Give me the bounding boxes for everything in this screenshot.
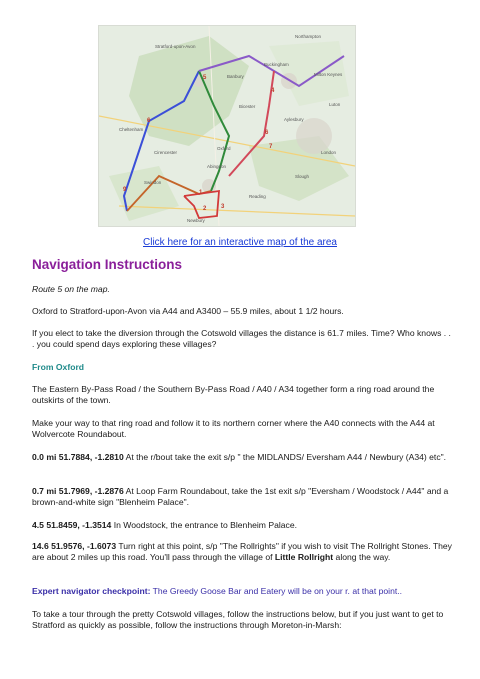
step-1 (32, 452, 452, 463)
svg-text:Milton Keynes: Milton Keynes (314, 72, 343, 77)
route-map-graphic (99, 26, 355, 226)
step-2 (32, 486, 452, 508)
svg-text:Buckingham: Buckingham (264, 62, 289, 67)
step-1-text: At the r/bout take the exit s/p " the MIDLANDS/ Eversham A44 / Newbury (A34) etc". (123, 452, 447, 462)
svg-text:Cirencester: Cirencester (154, 150, 178, 155)
step-3-coord: 4.5 51.8459, -1.3514 (32, 520, 112, 530)
ringroad-paragraph: The Eastern By-Pass Road / the Southern By-Pass Road / A40 / A34 together form a ring road around the outskirts of the town. (32, 384, 435, 405)
route-note: Route 5 on the map. (32, 284, 110, 294)
checkpoint-text: The Greedy Goose Bar and Eatery will be on your r. at that point.. (150, 586, 403, 596)
svg-text:Abingdon: Abingdon (207, 164, 227, 169)
tour-paragraph: To take a tour through the pretty Cotswold villages, follow the instructions below, but if you just want to get to Stratford as quickly as possible, follow the instructions through Moreton-in-Marsh: (32, 609, 444, 630)
svg-text:Luton: Luton (329, 102, 341, 107)
step-4-coord: 14.6 51.9576, -1.6073 (32, 541, 117, 551)
interactive-map-link[interactable]: Click here for an interactive map of the area (143, 237, 337, 248)
svg-text:Newbury: Newbury (187, 218, 205, 223)
svg-text:Reading: Reading (249, 194, 266, 199)
step-3 (32, 520, 452, 531)
step-2-text: At Loop Farm Roundabout, take the 1st exit s/p "Eversham / Woodstock / A44" and a brown-and-white sign "Blenheim Palace". (32, 486, 449, 507)
navigation-heading: Navigation Instructions (32, 257, 183, 272)
checkpoint (32, 586, 452, 597)
checkpoint-label: Expert navigator checkpoint: (32, 586, 151, 596)
section-title: From Oxford (32, 362, 85, 372)
svg-text:Northampton: Northampton (295, 34, 322, 39)
svg-text:Bicester: Bicester (239, 104, 256, 109)
svg-text:9: 9 (123, 187, 127, 193)
svg-text:3: 3 (221, 204, 225, 210)
step-4 (32, 541, 452, 563)
svg-text:Swindon: Swindon (144, 180, 162, 185)
northern-paragraph: Make your way to that ring road and follow it to its northern corner where the A40 connects with the A44 at Wolvercote Roundabout. (32, 418, 435, 439)
svg-text:Aylesbury: Aylesbury (284, 117, 304, 122)
svg-text:Stratford-upon-Avon: Stratford-upon-Avon (155, 44, 196, 49)
svg-text:Slough: Slough (295, 174, 310, 179)
svg-text:4: 4 (271, 88, 275, 94)
step-4-text-a: Turn right at this point, s/p "The Rollrights" if you wish to visit The Rollright Stones. They are about 2 miles up this road. You'll pass through the village of (32, 541, 452, 562)
diversion-note: If you elect to take the diversion through the Cotswold villages the distance is 61.7 miles. Time? Who knows . . . you could spend days exploring these villages? (32, 328, 451, 349)
route-map[interactable] (98, 25, 356, 227)
svg-text:7: 7 (269, 144, 273, 150)
step-1-coord: 0.0 mi 51.7884, -1.2810 (32, 452, 124, 462)
step-4-village: Little Rollright (274, 552, 334, 562)
svg-text:Banbury: Banbury (227, 74, 244, 79)
step-4-text-b: along the way. (333, 552, 391, 562)
svg-text:1: 1 (199, 190, 203, 196)
svg-text:5: 5 (203, 75, 207, 81)
svg-text:6: 6 (147, 118, 151, 124)
svg-text:London: London (321, 150, 337, 155)
svg-text:Oxford: Oxford (217, 146, 231, 151)
step-2-coord: 0.7 mi 51.7969, -1.2876 (32, 486, 124, 496)
svg-text:2: 2 (203, 206, 207, 212)
svg-text:Cheltenham: Cheltenham (119, 127, 144, 132)
step-3-text: In Woodstock, the entrance to Blenheim Palace. (111, 520, 297, 530)
svg-text:6: 6 (265, 130, 269, 136)
route-summary: Oxford to Stratford-upon-Avon via A44 and A3400 – 55.9 miles, about 1 1/2 hours. (32, 306, 344, 316)
